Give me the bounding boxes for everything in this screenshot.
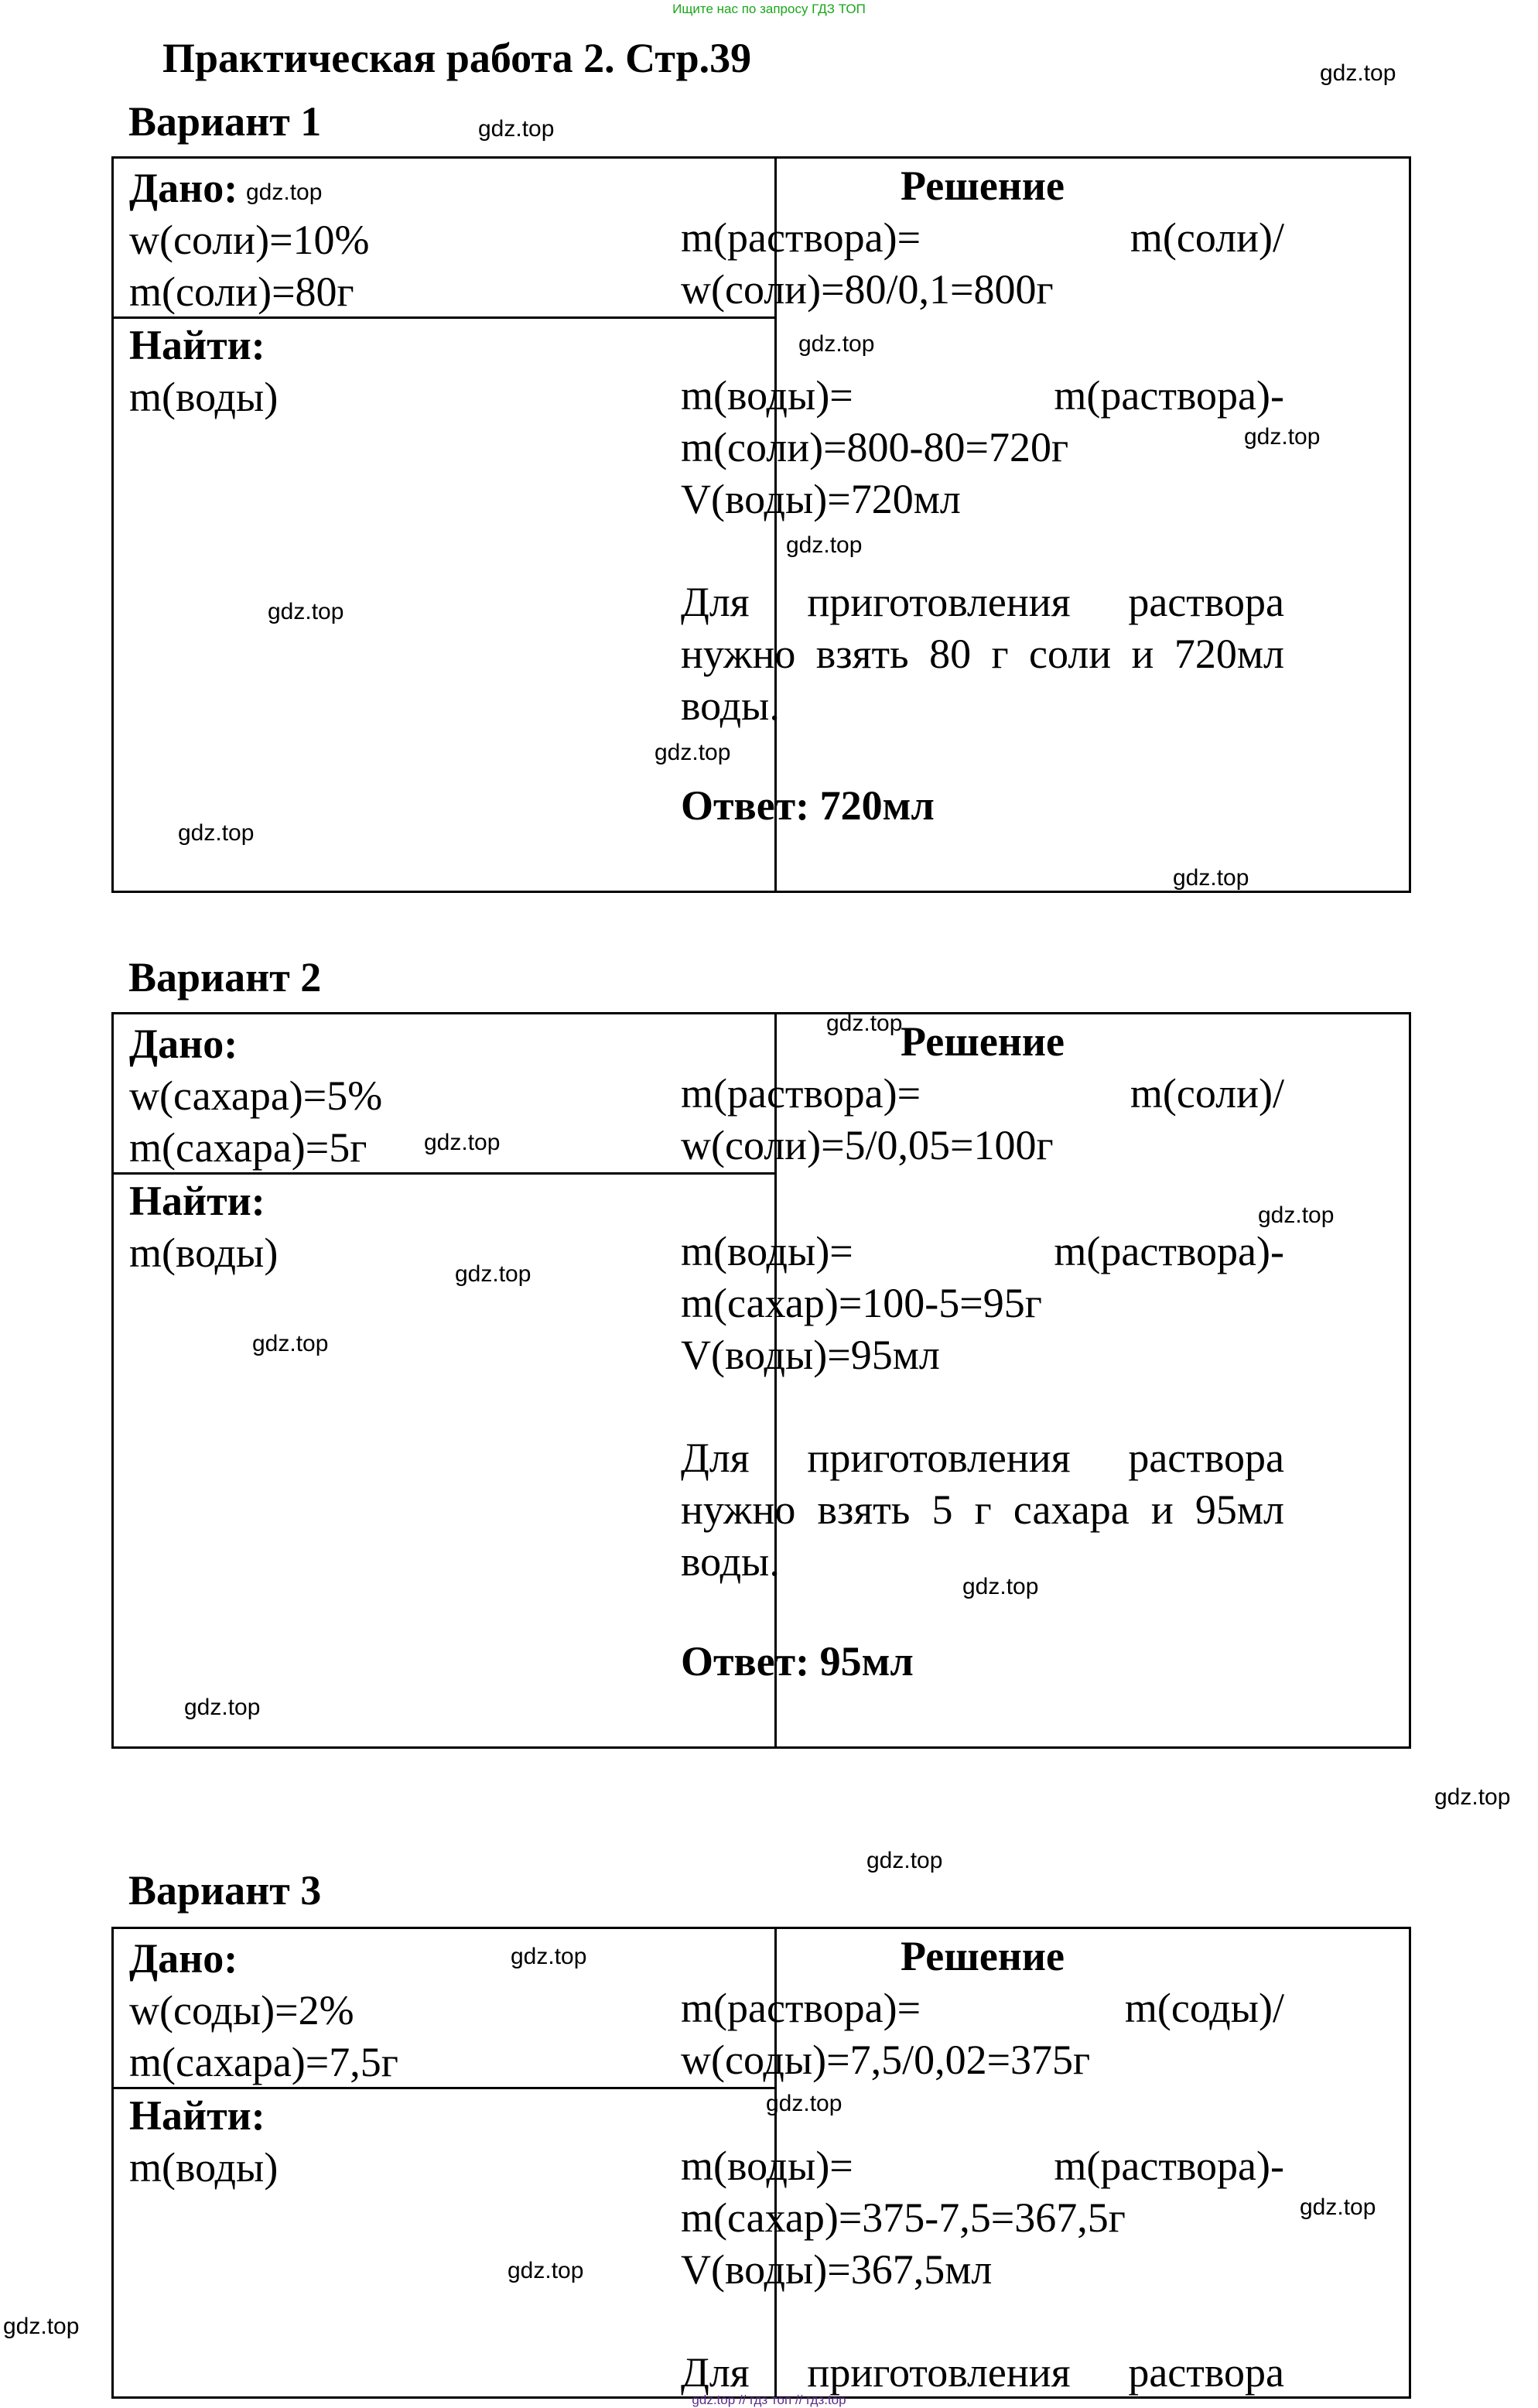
- solution-label: Решение: [901, 1018, 1065, 1065]
- watermark-text: gdz.top: [1320, 60, 1396, 86]
- given-label: Дано:: [129, 165, 238, 211]
- answer: Ответ: 720мл: [681, 782, 935, 829]
- given-item: m(сахара)=7,5г: [129, 2039, 398, 2085]
- given-label: Дано:: [129, 1021, 238, 1067]
- watermark-text: gdz.top: [252, 1331, 329, 1356]
- given-item: m(сахара)=5г: [129, 1124, 367, 1171]
- watermark-text: gdz.top: [511, 1944, 587, 1969]
- watermark-text: gdz.top: [1173, 865, 1249, 891]
- solution-line: V(воды)=367,5мл: [681, 2246, 993, 2293]
- watermark-text: gdz.top: [268, 599, 344, 624]
- conclusion-line: Для приготовления раствора: [681, 579, 1284, 625]
- solution-label: Решение: [901, 1933, 1065, 1979]
- find-item: m(воды): [129, 2144, 279, 2191]
- find-item: m(воды): [129, 1230, 279, 1276]
- solution-line: m(воды)= m(раствора)-: [681, 372, 1284, 419]
- find-label: Найти:: [129, 1178, 265, 1224]
- solution-line: m(раствора)= m(соли)/: [681, 214, 1284, 261]
- watermark-text: gdz.top: [1244, 424, 1321, 450]
- conclusion-line: Для приготовления раствора: [681, 1435, 1284, 1481]
- solution-line: w(соли)=5/0,05=100г: [681, 1122, 1054, 1168]
- top-note: Ищите нас по запросу ГДЗ ТОП: [672, 2, 866, 16]
- watermark-text: gdz.top: [184, 1695, 261, 1720]
- given-item: w(сахара)=5%: [129, 1072, 383, 1119]
- find-item: m(воды): [129, 374, 279, 420]
- conclusion-line: нужно взять 80 г соли и 720мл: [681, 631, 1284, 677]
- watermark-text: gdz.top: [455, 1261, 531, 1287]
- solution-line: m(воды)= m(раствора)-: [681, 1228, 1284, 1274]
- watermark-text: gdz.top: [766, 2091, 842, 2116]
- watermark-text: gdz.top: [866, 1848, 943, 1873]
- given-item: w(соды)=2%: [129, 1987, 354, 2033]
- conclusion-line: воды.: [681, 682, 780, 729]
- variant-3-solution: [681, 1931, 1284, 2399]
- conclusion-line: воды.: [681, 1538, 780, 1585]
- watermark-text: gdz.top: [1434, 1784, 1511, 1810]
- solution-line: V(воды)=95мл: [681, 1332, 940, 1378]
- watermark-text: gdz.top: [1300, 2194, 1376, 2220]
- solution-line: w(соды)=7,5/0,02=375г: [681, 2037, 1091, 2083]
- watermark-text: gdz.top: [424, 1130, 501, 1155]
- solution-line: V(воды)=720мл: [681, 476, 961, 522]
- solution-line: m(раствора)= m(соды)/: [681, 1985, 1284, 2031]
- watermark-text: gdz.top: [655, 740, 731, 765]
- solution-label: Решение: [901, 162, 1065, 209]
- page-title: Практическая работа 2. Стр.39: [162, 35, 752, 81]
- solution-line: m(соли)=800-80=720г: [681, 424, 1069, 470]
- given-item: m(соли)=80г: [129, 269, 354, 315]
- watermark-text: gdz.top: [786, 532, 863, 558]
- variant-1-solution: [681, 160, 1284, 832]
- find-label: Найти:: [129, 2092, 265, 2139]
- watermark-text: gdz.top: [508, 2258, 584, 2283]
- solution-line: m(воды)= m(раствора)-: [681, 2143, 1284, 2189]
- variant-3-title: Вариант 3: [128, 1867, 322, 1914]
- watermark-text: gdz.top: [246, 180, 323, 205]
- solution-line: m(сахар)=375-7,5=367,5г: [681, 2194, 1126, 2241]
- watermark-text: gdz.top: [1258, 1202, 1335, 1228]
- answer: Ответ: 95мл: [681, 1638, 914, 1685]
- watermark-text: gdz.top: [478, 116, 555, 142]
- variant-2-title: Вариант 2: [128, 954, 322, 1000]
- watermark-text: gdz.top: [962, 1574, 1039, 1599]
- conclusion-line: Для приготовления раствора: [681, 2349, 1284, 2396]
- conclusion-line: нужно взять 5 г сахара и 95мл: [681, 1486, 1284, 1533]
- watermark-text: gdz.top: [826, 1011, 903, 1036]
- given-item: w(соли)=10%: [129, 217, 370, 263]
- watermark-text: gdz.top: [178, 820, 255, 846]
- find-label: Найти:: [129, 322, 265, 368]
- watermark-text: gdz.top: [798, 331, 875, 357]
- solution-line: m(раствора)= m(соли)/: [681, 1070, 1284, 1117]
- watermark-text: gdz.top: [3, 2314, 80, 2339]
- variant-1-title: Вариант 1: [128, 98, 322, 145]
- solution-line: w(соли)=80/0,1=800г: [681, 266, 1054, 313]
- solution-line: m(сахар)=100-5=95г: [681, 1280, 1042, 1326]
- given-label: Дано:: [129, 1935, 238, 1982]
- bottom-note: gdz.top // гдз топ // гдз.top: [692, 2393, 846, 2407]
